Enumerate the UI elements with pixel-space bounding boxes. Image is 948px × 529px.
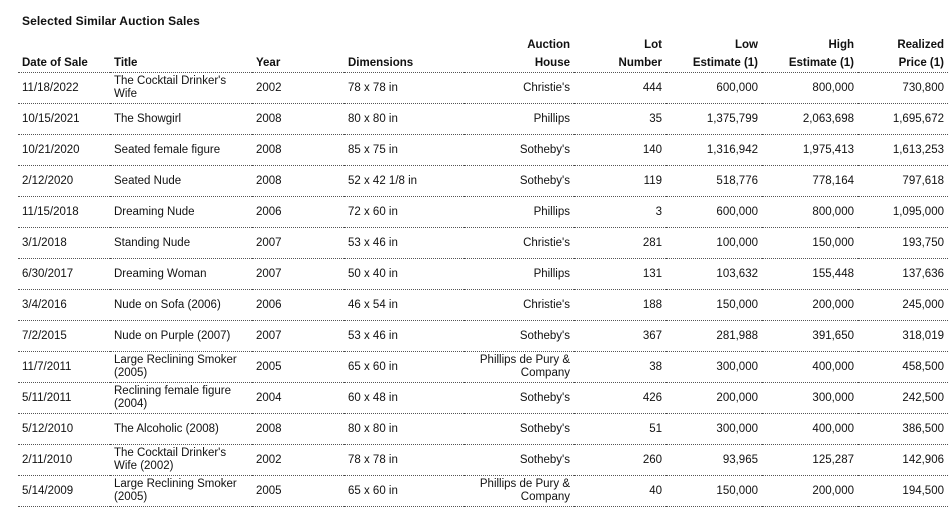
cell-high-estimate: 125,287 — [762, 445, 858, 476]
cell-auction-house: Christie's — [464, 290, 574, 321]
cell-dimensions: 46 x 54 in — [344, 290, 464, 321]
table-heading: Selected Similar Auction Sales — [22, 14, 200, 28]
cell-date: 2/12/2020 — [18, 166, 110, 197]
cell-high-estimate: 391,650 — [762, 321, 858, 352]
cell-high-estimate: 200,000 — [762, 476, 858, 507]
cell-realized-price: 242,500 — [858, 383, 948, 414]
column-header-realized-price: Realized Price (1) — [858, 32, 948, 73]
cell-high-estimate: 2,063,698 — [762, 104, 858, 135]
cell-realized-price: 194,500 — [858, 476, 948, 507]
cell-high-estimate: 800,000 — [762, 73, 858, 104]
cell-low-estimate: 1,316,942 — [666, 135, 762, 166]
cell-title: Large Reclining Smoker (2005) — [110, 352, 252, 383]
cell-low-estimate: 103,632 — [666, 259, 762, 290]
cell-title: Nude on Sofa (2006) — [110, 290, 252, 321]
cell-auction-house: Christie's — [464, 73, 574, 104]
cell-low-estimate: 600,000 — [666, 73, 762, 104]
cell-low-estimate: 281,988 — [666, 321, 762, 352]
cell-title: Seated Nude — [110, 166, 252, 197]
auction-sales-table — [18, 32, 948, 507]
cell-high-estimate: 150,000 — [762, 228, 858, 259]
table-row — [18, 166, 948, 197]
cell-dimensions: 78 x 78 in — [344, 73, 464, 104]
cell-realized-price: 318,019 — [858, 321, 948, 352]
cell-year: 2008 — [252, 414, 344, 445]
cell-date: 5/12/2010 — [18, 414, 110, 445]
cell-lot-number: 35 — [574, 104, 666, 135]
column-header-high-estimate: High Estimate (1) — [762, 32, 858, 73]
cell-dimensions: 53 x 46 in — [344, 321, 464, 352]
cell-realized-price: 142,906 — [858, 445, 948, 476]
cell-realized-price: 797,618 — [858, 166, 948, 197]
cell-lot-number: 131 — [574, 259, 666, 290]
cell-dimensions: 85 x 75 in — [344, 135, 464, 166]
cell-date: 3/1/2018 — [18, 228, 110, 259]
cell-year: 2004 — [252, 383, 344, 414]
cell-lot-number: 140 — [574, 135, 666, 166]
column-header-year: Year — [252, 32, 344, 73]
table-row — [18, 321, 948, 352]
cell-realized-price: 1,613,253 — [858, 135, 948, 166]
cell-date: 7/2/2015 — [18, 321, 110, 352]
cell-year: 2008 — [252, 166, 344, 197]
cell-high-estimate: 400,000 — [762, 352, 858, 383]
cell-lot-number: 3 — [574, 197, 666, 228]
cell-title: The Cocktail Drinker's Wife (2002) — [110, 445, 252, 476]
cell-dimensions: 65 x 60 in — [344, 476, 464, 507]
table-row — [18, 290, 948, 321]
cell-high-estimate: 800,000 — [762, 197, 858, 228]
cell-title: The Cocktail Drinker's Wife — [110, 73, 252, 104]
column-header-auction-house: Auction House — [464, 32, 574, 73]
cell-date: 10/21/2020 — [18, 135, 110, 166]
cell-date: 6/30/2017 — [18, 259, 110, 290]
cell-auction-house: Phillips de Pury & Company — [464, 352, 574, 383]
cell-lot-number: 444 — [574, 73, 666, 104]
column-header-title: Title — [110, 32, 252, 73]
cell-title: Dreaming Woman — [110, 259, 252, 290]
cell-date: 5/11/2011 — [18, 383, 110, 414]
cell-low-estimate: 100,000 — [666, 228, 762, 259]
cell-auction-house: Phillips — [464, 259, 574, 290]
cell-dimensions: 50 x 40 in — [344, 259, 464, 290]
cell-year: 2007 — [252, 321, 344, 352]
cell-lot-number: 188 — [574, 290, 666, 321]
cell-year: 2002 — [252, 73, 344, 104]
cell-dimensions: 72 x 60 in — [344, 197, 464, 228]
cell-realized-price: 137,636 — [858, 259, 948, 290]
cell-realized-price: 386,500 — [858, 414, 948, 445]
cell-high-estimate: 778,164 — [762, 166, 858, 197]
cell-realized-price: 730,800 — [858, 73, 948, 104]
header-row — [18, 32, 948, 73]
cell-year: 2006 — [252, 290, 344, 321]
cell-low-estimate: 518,776 — [666, 166, 762, 197]
cell-auction-house: Sotheby's — [464, 166, 574, 197]
column-header-low-estimate: Low Estimate (1) — [666, 32, 762, 73]
cell-low-estimate: 200,000 — [666, 383, 762, 414]
table-row — [18, 104, 948, 135]
cell-lot-number: 281 — [574, 228, 666, 259]
cell-year: 2002 — [252, 445, 344, 476]
table-row — [18, 383, 948, 414]
cell-high-estimate: 1,975,413 — [762, 135, 858, 166]
cell-auction-house: Phillips — [464, 197, 574, 228]
cell-date: 10/15/2021 — [18, 104, 110, 135]
cell-auction-house: Sotheby's — [464, 445, 574, 476]
cell-year: 2005 — [252, 352, 344, 383]
column-header-dimensions: Dimensions — [344, 32, 464, 73]
cell-lot-number: 119 — [574, 166, 666, 197]
cell-title: Large Reclining Smoker (2005) — [110, 476, 252, 507]
cell-year: 2005 — [252, 476, 344, 507]
cell-realized-price: 1,095,000 — [858, 197, 948, 228]
cell-dimensions: 80 x 80 in — [344, 414, 464, 445]
cell-year: 2007 — [252, 259, 344, 290]
cell-low-estimate: 1,375,799 — [666, 104, 762, 135]
cell-title: Standing Nude — [110, 228, 252, 259]
column-header-lot-number: Lot Number — [574, 32, 666, 73]
cell-high-estimate: 400,000 — [762, 414, 858, 445]
cell-title: The Alcoholic (2008) — [110, 414, 252, 445]
cell-realized-price: 193,750 — [858, 228, 948, 259]
cell-title: Reclining female figure (2004) — [110, 383, 252, 414]
cell-realized-price: 1,695,672 — [858, 104, 948, 135]
cell-date: 3/4/2016 — [18, 290, 110, 321]
table-row — [18, 228, 948, 259]
cell-dimensions: 65 x 60 in — [344, 352, 464, 383]
cell-title: Nude on Purple (2007) — [110, 321, 252, 352]
cell-lot-number: 426 — [574, 383, 666, 414]
cell-title: The Showgirl — [110, 104, 252, 135]
cell-realized-price: 458,500 — [858, 352, 948, 383]
cell-dimensions: 60 x 48 in — [344, 383, 464, 414]
cell-low-estimate: 300,000 — [666, 414, 762, 445]
cell-year: 2006 — [252, 197, 344, 228]
cell-lot-number: 51 — [574, 414, 666, 445]
cell-auction-house: Phillips — [464, 104, 574, 135]
cell-date: 11/18/2022 — [18, 73, 110, 104]
cell-dimensions: 52 x 42 1/8 in — [344, 166, 464, 197]
table-row — [18, 414, 948, 445]
cell-lot-number: 38 — [574, 352, 666, 383]
cell-title: Dreaming Nude — [110, 197, 252, 228]
cell-year: 2008 — [252, 104, 344, 135]
cell-dimensions: 53 x 46 in — [344, 228, 464, 259]
cell-dimensions: 80 x 80 in — [344, 104, 464, 135]
column-header-date: Date of Sale — [18, 32, 110, 73]
cell-year: 2007 — [252, 228, 344, 259]
table-row — [18, 445, 948, 476]
table-row — [18, 135, 948, 166]
cell-lot-number: 367 — [574, 321, 666, 352]
cell-date: 11/15/2018 — [18, 197, 110, 228]
cell-low-estimate: 300,000 — [666, 352, 762, 383]
cell-high-estimate: 300,000 — [762, 383, 858, 414]
cell-date: 2/11/2010 — [18, 445, 110, 476]
table-row — [18, 352, 948, 383]
cell-auction-house: Sotheby's — [464, 383, 574, 414]
cell-low-estimate: 150,000 — [666, 476, 762, 507]
table-row — [18, 197, 948, 228]
cell-low-estimate: 600,000 — [666, 197, 762, 228]
cell-year: 2008 — [252, 135, 344, 166]
table-row — [18, 476, 948, 507]
table-row — [18, 73, 948, 104]
cell-dimensions: 78 x 78 in — [344, 445, 464, 476]
cell-low-estimate: 93,965 — [666, 445, 762, 476]
cell-auction-house: Phillips de Pury & Company — [464, 476, 574, 507]
cell-high-estimate: 155,448 — [762, 259, 858, 290]
cell-auction-house: Sotheby's — [464, 414, 574, 445]
cell-realized-price: 245,000 — [858, 290, 948, 321]
cell-date: 5/14/2009 — [18, 476, 110, 507]
cell-date: 11/7/2011 — [18, 352, 110, 383]
cell-low-estimate: 150,000 — [666, 290, 762, 321]
cell-auction-house: Sotheby's — [464, 135, 574, 166]
cell-lot-number: 260 — [574, 445, 666, 476]
cell-high-estimate: 200,000 — [762, 290, 858, 321]
table-row — [18, 259, 948, 290]
cell-auction-house: Christie's — [464, 228, 574, 259]
cell-lot-number: 40 — [574, 476, 666, 507]
cell-auction-house: Sotheby's — [464, 321, 574, 352]
cell-title: Seated female figure — [110, 135, 252, 166]
